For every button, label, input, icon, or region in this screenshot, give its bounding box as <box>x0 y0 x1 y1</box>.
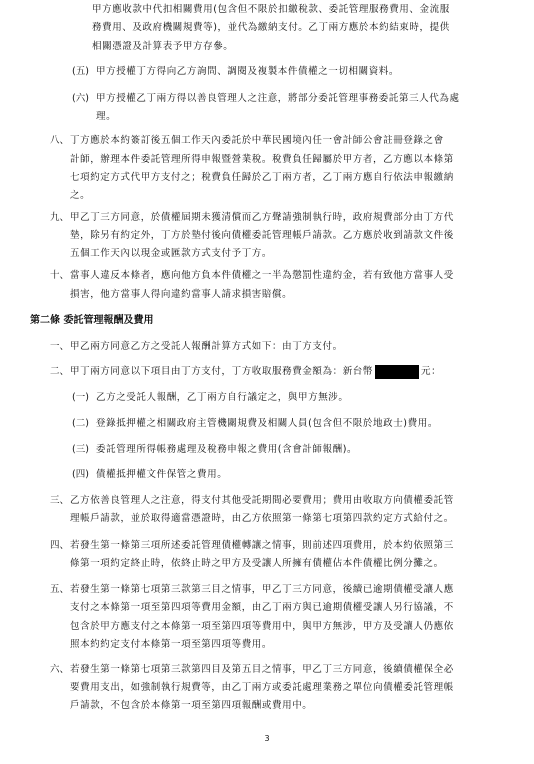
paragraph-line: 戶請款，不包含於本條第一項至第四項報酬或費用中。 <box>70 700 313 711</box>
paragraph-line: 債權抵押權文件保管之費用。 <box>96 469 228 480</box>
paragraph-line: 照本約約定支付本條第一項至第四項等費用。 <box>70 639 273 650</box>
item-number: 五、 <box>50 584 70 595</box>
paragraph-line <box>70 362 441 382</box>
item-number: 十、 <box>50 270 70 281</box>
item-number: (五) <box>72 66 89 77</box>
item-number: 一、 <box>50 341 70 352</box>
paragraph-line: 委託管理所得帳務處理及稅務申報之費用(含會計師報酬)。 <box>96 444 358 455</box>
paragraph-line: 乙方依善良管理人之注意，得支付其他受託期間必要費用；費用由收取方向債權委託管 <box>70 495 454 506</box>
item-number: (一) <box>72 392 89 403</box>
paragraph-line: 若發生第一條第七項第三款第三目之情事，甲乙丁三方同意，後續已逾期債權受讓人應 <box>70 584 454 595</box>
paragraph-line: 務費用、及政府機關規費等)，並代為繳納支付。乙丁兩方應於本約結束時，提供 <box>92 22 450 33</box>
paragraph-line: 要費用支出，如強制執行規費等，由乙丁兩方或委託處理業務之單位向債權委託管理帳 <box>70 682 454 693</box>
item-number: 四、 <box>50 540 70 551</box>
paragraph-line: 甲方應收款中代扣相關費用(包含但不限於扣繳稅款、委託管理服務費用、金流服 <box>92 4 450 15</box>
paragraph-line: 五個工作天內以現金或匯款方式支付予丁方。 <box>70 248 273 259</box>
paragraph-line: 理。 <box>96 111 117 122</box>
paragraph-line: 若發生第一條第三項所述委託管理債權轉讓之情事，則前述四項費用，於本約依照第三 <box>70 540 454 551</box>
fee-clause-text: 甲丁兩方同意以下項目由丁方支付，丁方收取服務費金額為：新台幣 <box>70 366 374 377</box>
paragraph-line: 包含於甲方應支付之本條第一項至第四項等費用中，與甲方無涉，甲方及受讓人仍應依 <box>70 621 454 632</box>
item-number: 二、 <box>50 366 70 377</box>
paragraph-line: 甲乙兩方同意乙方之受託人報酬計算方式如下：由丁方支付。 <box>70 341 343 352</box>
paragraph-line: 當事人違反本條者，應向他方負本件債權之一半為懲罰性違約金，若有致他方當事人受 <box>70 270 454 281</box>
article-heading: 第二條 委託管理報酬及費用 <box>30 315 154 326</box>
paragraph-line: 丁方應於本約簽訂後五個工作天內委託於中華民國境內任一會計師公會註冊登錄之會 <box>70 135 444 146</box>
currency-unit: 元： <box>421 366 442 377</box>
paragraph-line: 若發生第一條第七項第三款第四目及第五目之情事，甲乙丁三方同意，後續債權保全必 <box>70 664 454 675</box>
paragraph-line: 計師，辦理本件委託管理所得申報暨營業稅。稅費負任歸屬於甲方者，乙方應以本條第 <box>70 154 454 165</box>
redacted-amount <box>375 365 419 379</box>
item-number: 八、 <box>50 135 70 146</box>
paragraph-line: 支付之本條第一項至第四項等費用金額，由乙丁兩方與已逾期債權受讓人另行協議，不 <box>70 602 454 613</box>
item-number: (四) <box>72 469 89 480</box>
paragraph-line: 乙方之受託人報酬，乙丁兩方自行議定之，與甲方無涉。 <box>96 392 349 403</box>
paragraph-line: 甲方授權乙丁兩方得以善良管理人之注意，將部分委託管理事務委託第三人代為處 <box>96 93 460 104</box>
paragraph-line: 墊，除另有約定外，丁方於墊付後向債權委託管理帳戶請款。乙方應於收到請款文件後 <box>70 230 454 241</box>
item-number: 三、 <box>50 495 70 506</box>
paragraph-line: 相關憑證及計算表予甲方存參。 <box>92 41 234 52</box>
paragraph-line: 條第一項約定終止時，依終止時之甲方及受讓人所擁有債權佔本件債權比例分攤之。 <box>70 558 444 569</box>
item-number: (六) <box>72 93 89 104</box>
item-number: 九、 <box>50 212 70 223</box>
paragraph-line: 理帳戶請款，並於取得適當憑證時，由乙方依照第一條第七項第四款約定方式給付之。 <box>70 513 454 524</box>
paragraph-line: 之。 <box>70 190 91 201</box>
item-number: (三) <box>72 444 89 455</box>
paragraph-line: 損害，他方當事人得向違約當事人請求損害賠償。 <box>70 289 293 300</box>
page-number: 3 <box>264 734 270 743</box>
paragraph-line: 甲方授權丁方得向乙方詢問、調閱及複製本件債權之一切相關資料。 <box>96 66 400 77</box>
item-number: (二) <box>72 418 89 429</box>
paragraph-line: 七項約定方式代甲方支付之；稅費負任歸於乙丁兩方者，乙丁兩方應自行依法申報繳納 <box>70 172 454 183</box>
paragraph-line: 登錄抵押權之相關政府主管機關規費及相關人員(包含但不限於地政士)費用。 <box>96 418 438 429</box>
paragraph-line: 甲乙丁三方同意，於債權屆期未獲清償而乙方聲請強制執行時，政府規費部分由丁方代 <box>70 212 454 223</box>
item-number: 六、 <box>50 664 70 675</box>
